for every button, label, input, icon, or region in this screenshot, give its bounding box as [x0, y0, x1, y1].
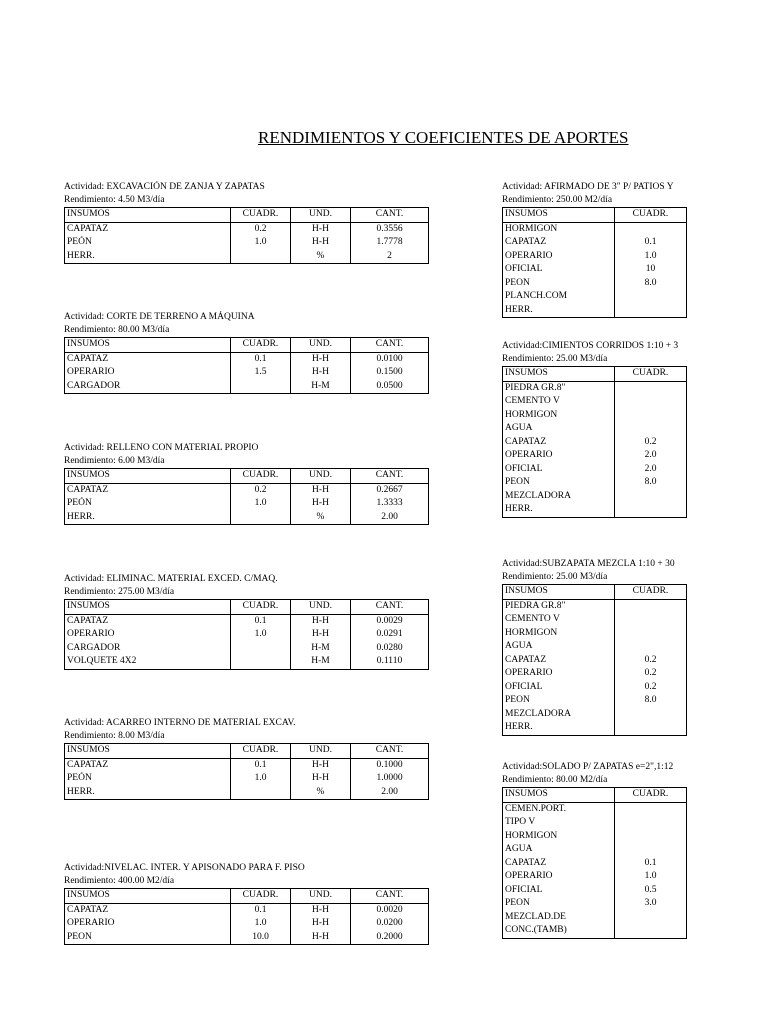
table-row: [503, 884, 687, 898]
table-row: [503, 463, 687, 477]
table-cell: 0.2: [615, 654, 687, 668]
table-cell: [615, 222, 687, 236]
table-cell: VOLQUETE 4X2: [65, 655, 231, 669]
insumos-table: [64, 599, 429, 670]
table-cell: PEÓN: [65, 236, 231, 250]
activity-title: Actividad: ELIMINAC. MATERIAL EXCED. C/MAQ.: [64, 574, 278, 584]
table-cell: OPERARIO: [503, 449, 615, 463]
insumos-table: [502, 366, 687, 518]
table-cell: 2.00: [351, 786, 429, 800]
table-cell: 0.0100: [351, 352, 429, 366]
table-cell: CARGADOR: [65, 642, 231, 656]
table-row: [503, 381, 687, 395]
table-cell: 0.1: [615, 236, 687, 250]
table-cell: 0.3556: [351, 222, 429, 236]
table-cell: H-H: [291, 628, 351, 642]
table-row: [503, 436, 687, 450]
table-cell: [615, 708, 687, 722]
table-cell: CAPATAZ: [65, 614, 231, 628]
table-row: [503, 708, 687, 722]
table-row: [503, 802, 687, 816]
table-row: [65, 628, 429, 642]
table-cell: [615, 422, 687, 436]
table-header-row: [65, 744, 429, 759]
table-row: [65, 655, 429, 669]
table-cell: 8.0: [615, 476, 687, 490]
table-cell: 0.2667: [351, 483, 429, 497]
table-cell: H-H: [291, 352, 351, 366]
activity-block: [64, 717, 429, 800]
table-cell: [231, 642, 291, 656]
table-cell: CAPATAZ: [503, 654, 615, 668]
activity-rendimiento: Rendimiento: 250.00 M2/día: [502, 195, 613, 205]
table-row: [65, 931, 429, 945]
activity-rendimiento: Rendimiento: 275.00 M3/día: [64, 587, 175, 597]
column-header: CANT.: [351, 208, 429, 223]
table-row: [65, 772, 429, 786]
table-cell: 0.1110: [351, 655, 429, 669]
activity-block: [64, 311, 429, 394]
table-cell: 1.0: [231, 628, 291, 642]
table-cell: HERR.: [65, 250, 231, 264]
table-row: [65, 250, 429, 264]
column-header: CANT.: [351, 889, 429, 904]
table-cell: [615, 381, 687, 395]
table-cell: 1.0: [231, 917, 291, 931]
column-header: UND.: [291, 600, 351, 615]
activity-rendimiento: Rendimiento: 25.00 M3/día: [502, 354, 608, 364]
table-cell: [615, 843, 687, 857]
table-cell: %: [291, 786, 351, 800]
insumos-table: [502, 584, 687, 736]
activity-rendimiento: Rendimiento: 8.00 M3/día: [64, 731, 165, 741]
table-cell: H-H: [291, 614, 351, 628]
insumos-table: [502, 787, 687, 939]
activity-block: [502, 558, 687, 736]
table-cell: 0.0020: [351, 903, 429, 917]
table-row: [65, 786, 429, 800]
table-cell: 2.00: [351, 511, 429, 525]
table-cell: H-H: [291, 917, 351, 931]
table-row: [65, 222, 429, 236]
table-cell: 0.0280: [351, 642, 429, 656]
table-cell: 8.0: [615, 277, 687, 291]
column-header: CANT.: [351, 338, 429, 353]
column-header: CUADR.: [231, 338, 291, 353]
column-header: UND.: [291, 208, 351, 223]
table-cell: PLANCH.COM: [503, 290, 615, 304]
table-cell: [615, 830, 687, 844]
table-cell: CEMENTO V: [503, 395, 615, 409]
table-cell: H-H: [291, 772, 351, 786]
table-cell: PEON: [503, 694, 615, 708]
table-cell: [231, 380, 291, 394]
insumos-table: [64, 743, 429, 800]
table-row: [65, 352, 429, 366]
table-cell: 0.1000: [351, 758, 429, 772]
table-cell: PEON: [503, 277, 615, 291]
table-cell: [615, 924, 687, 938]
column-header: INSUMOS: [65, 208, 231, 223]
column-header: CUADR.: [615, 367, 687, 382]
table-cell: AGUA: [503, 422, 615, 436]
table-cell: 2.0: [615, 449, 687, 463]
table-cell: OPERARIO: [503, 870, 615, 884]
column-header: CUADR.: [231, 208, 291, 223]
table-row: [503, 409, 687, 423]
table-row: [503, 263, 687, 277]
table-cell: HORMIGON: [503, 627, 615, 641]
column-header: CUADR.: [615, 208, 687, 223]
table-row: [503, 654, 687, 668]
table-cell: [231, 250, 291, 264]
activity-block: [64, 862, 429, 945]
column-header: CUADR.: [615, 788, 687, 803]
table-cell: 0.1: [615, 857, 687, 871]
table-cell: MEZCLAD.DE: [503, 911, 615, 925]
table-cell: 0.0291: [351, 628, 429, 642]
table-cell: HERR.: [503, 304, 615, 318]
table-cell: [615, 599, 687, 613]
table-cell: 1.3333: [351, 497, 429, 511]
table-header-row: [65, 889, 429, 904]
table-cell: [615, 409, 687, 423]
column-header: CUADR.: [231, 600, 291, 615]
activity-title: Actividad: RELLENO CON MATERIAL PROPIO: [64, 443, 259, 453]
column-header: CUADR.: [615, 585, 687, 600]
table-row: [65, 614, 429, 628]
table-row: [503, 490, 687, 504]
table-cell: OPERARIO: [65, 917, 231, 931]
table-cell: OPERARIO: [65, 628, 231, 642]
table-cell: H-H: [291, 366, 351, 380]
table-cell: [615, 627, 687, 641]
table-cell: OPERARIO: [65, 366, 231, 380]
table-row: [503, 694, 687, 708]
table-row: [503, 640, 687, 654]
table-cell: PEON: [503, 476, 615, 490]
table-cell: H-H: [291, 497, 351, 511]
table-cell: 0.2: [615, 436, 687, 450]
table-cell: PEON: [503, 897, 615, 911]
table-row: [503, 843, 687, 857]
table-cell: 0.5: [615, 884, 687, 898]
table-row: [65, 511, 429, 525]
table-cell: [615, 304, 687, 318]
table-cell: HORMIGON: [503, 830, 615, 844]
table-row: [503, 422, 687, 436]
table-cell: PIEDRA GR.8": [503, 599, 615, 613]
column-header: UND.: [291, 469, 351, 484]
table-header-row: [65, 600, 429, 615]
column-header: UND.: [291, 744, 351, 759]
table-cell: CARGADOR: [65, 380, 231, 394]
table-row: [65, 366, 429, 380]
table-row: [503, 395, 687, 409]
table-cell: 0.0200: [351, 917, 429, 931]
activity-block: [502, 340, 687, 518]
column-header: CUADR.: [231, 744, 291, 759]
table-row: [65, 380, 429, 394]
table-cell: 0.1500: [351, 366, 429, 380]
table-cell: MEZCLADORA: [503, 490, 615, 504]
table-cell: 1.0000: [351, 772, 429, 786]
table-cell: 3.0: [615, 897, 687, 911]
activity-rendimiento: Rendimiento: 80.00 M2/día: [502, 775, 608, 785]
table-row: [503, 250, 687, 264]
table-cell: [615, 613, 687, 627]
table-cell: AGUA: [503, 843, 615, 857]
table-row: [503, 503, 687, 517]
table-cell: 0.1: [231, 758, 291, 772]
table-row: [503, 897, 687, 911]
activity-rendimiento: Rendimiento: 4.50 M3/día: [64, 195, 165, 205]
activity-title: Actividad: AFIRMADO DE 3" P/ PATIOS Y: [502, 182, 674, 192]
table-row: [503, 290, 687, 304]
table-cell: H-M: [291, 655, 351, 669]
insumos-table: [64, 337, 429, 394]
activity-title: Actividad: ACARREO INTERNO DE MATERIAL EXCAV.: [64, 718, 296, 728]
table-cell: CAPATAZ: [65, 903, 231, 917]
table-row: [503, 924, 687, 938]
insumos-table: [64, 207, 429, 264]
column-header: INSUMOS: [65, 889, 231, 904]
table-row: [503, 236, 687, 250]
table-header-row: [65, 338, 429, 353]
column-header: CANT.: [351, 469, 429, 484]
table-row: [503, 681, 687, 695]
table-cell: PIEDRA GR.8": [503, 381, 615, 395]
table-cell: HERR.: [503, 503, 615, 517]
table-cell: [615, 911, 687, 925]
table-cell: HERR.: [65, 511, 231, 525]
table-cell: TIPO V: [503, 816, 615, 830]
activity-block: [502, 761, 687, 939]
table-row: [65, 483, 429, 497]
table-cell: OFICIAL: [503, 884, 615, 898]
table-cell: CAPATAZ: [65, 352, 231, 366]
table-cell: H-H: [291, 758, 351, 772]
table-header-row: [503, 788, 687, 803]
table-cell: PEÓN: [65, 772, 231, 786]
activity-rendimiento: Rendimiento: 80.00 M3/día: [64, 325, 170, 335]
column-header: INSUMOS: [65, 744, 231, 759]
activity-title: Actividad: CORTE DE TERRENO A MÁQUINA: [64, 312, 255, 322]
table-cell: CAPATAZ: [503, 857, 615, 871]
column-header: INSUMOS: [65, 338, 231, 353]
table-cell: 0.2: [231, 483, 291, 497]
column-header: INSUMOS: [65, 469, 231, 484]
insumos-table: [64, 888, 429, 945]
table-cell: 10: [615, 263, 687, 277]
table-cell: H-H: [291, 483, 351, 497]
table-cell: CEMEN.PORT.: [503, 802, 615, 816]
table-cell: CAPATAZ: [503, 436, 615, 450]
table-row: [503, 613, 687, 627]
table-cell: CAPATAZ: [503, 236, 615, 250]
table-cell: PEON: [65, 931, 231, 945]
table-row: [65, 917, 429, 931]
table-cell: [615, 395, 687, 409]
table-cell: H-H: [291, 222, 351, 236]
table-cell: OFICIAL: [503, 263, 615, 277]
table-cell: OPERARIO: [503, 667, 615, 681]
activity-rendimiento: Rendimiento: 400.00 M2/día: [64, 876, 175, 886]
table-row: [503, 277, 687, 291]
table-header-row: [503, 208, 687, 223]
table-cell: 2.0: [615, 463, 687, 477]
table-cell: [231, 655, 291, 669]
table-cell: H-H: [291, 931, 351, 945]
table-header-row: [65, 208, 429, 223]
table-cell: H-M: [291, 642, 351, 656]
activity-rendimiento: Rendimiento: 25.00 M3/día: [502, 572, 608, 582]
activity-block: [64, 573, 429, 670]
table-row: [503, 222, 687, 236]
table-cell: OFICIAL: [503, 463, 615, 477]
table-cell: [615, 503, 687, 517]
column-header: INSUMOS: [503, 208, 615, 223]
activity-block: [502, 181, 687, 318]
table-row: [65, 497, 429, 511]
table-cell: 0.2: [615, 681, 687, 695]
table-cell: 10.0: [231, 931, 291, 945]
activity-block: [64, 442, 429, 525]
table-row: [503, 721, 687, 735]
insumos-table: [64, 468, 429, 525]
table-cell: [615, 816, 687, 830]
table-cell: CAPATAZ: [65, 222, 231, 236]
table-cell: CAPATAZ: [65, 483, 231, 497]
table-row: [65, 236, 429, 250]
table-row: [65, 758, 429, 772]
table-cell: CONC.(TAMB): [503, 924, 615, 938]
table-header-row: [503, 367, 687, 382]
insumos-table: [502, 207, 687, 318]
table-cell: 1.0: [231, 236, 291, 250]
table-cell: 2: [351, 250, 429, 264]
table-cell: OPERARIO: [503, 250, 615, 264]
table-row: [503, 599, 687, 613]
column-header: UND.: [291, 338, 351, 353]
table-row: [503, 816, 687, 830]
activity-title: Actividad:SUBZAPATA MEZCLA 1:10 + 30: [502, 559, 675, 569]
table-row: [503, 830, 687, 844]
table-cell: HERR.: [65, 786, 231, 800]
table-header-row: [503, 585, 687, 600]
table-row: [503, 857, 687, 871]
table-cell: H-M: [291, 380, 351, 394]
table-cell: 0.2: [231, 222, 291, 236]
table-cell: 1.5: [231, 366, 291, 380]
activity-title: Actividad:NIVELAC. INTER. Y APISONADO PARA F. PISO: [64, 863, 305, 873]
table-cell: 0.2: [615, 667, 687, 681]
table-row: [65, 642, 429, 656]
table-cell: H-H: [291, 903, 351, 917]
table-cell: MEZCLADORA: [503, 708, 615, 722]
table-cell: AGUA: [503, 640, 615, 654]
activity-title: Actividad:SOLADO P/ ZAPATAS e=2",1:12: [502, 762, 674, 772]
column-header: INSUMOS: [503, 367, 615, 382]
table-cell: 0.1: [231, 903, 291, 917]
table-cell: 0.1: [231, 352, 291, 366]
table-cell: %: [291, 511, 351, 525]
column-header: INSUMOS: [503, 585, 615, 600]
table-row: [503, 304, 687, 318]
table-cell: CEMENTO V: [503, 613, 615, 627]
table-cell: %: [291, 250, 351, 264]
table-cell: 0.1: [231, 614, 291, 628]
table-row: [503, 911, 687, 925]
table-cell: [615, 721, 687, 735]
table-row: [503, 627, 687, 641]
column-header: INSUMOS: [503, 788, 615, 803]
table-cell: [615, 802, 687, 816]
table-cell: 0.0500: [351, 380, 429, 394]
table-cell: 1.0: [615, 870, 687, 884]
table-cell: 1.0: [615, 250, 687, 264]
table-cell: 1.0: [231, 497, 291, 511]
activity-rendimiento: Rendimiento: 6.00 M3/día: [64, 456, 165, 466]
table-cell: H-H: [291, 236, 351, 250]
table-row: [503, 870, 687, 884]
table-cell: HORMIGON: [503, 222, 615, 236]
table-cell: OFICIAL: [503, 681, 615, 695]
table-cell: [615, 290, 687, 304]
table-header-row: [65, 469, 429, 484]
table-row: [65, 903, 429, 917]
activity-title: Actividad:CIMIENTOS CORRIDOS 1:10 + 3: [502, 341, 679, 351]
table-row: [503, 667, 687, 681]
column-header: CANT.: [351, 744, 429, 759]
column-header: CUADR.: [231, 469, 291, 484]
table-cell: [615, 490, 687, 504]
table-cell: PEÓN: [65, 497, 231, 511]
table-cell: 1.0: [231, 772, 291, 786]
table-cell: HERR.: [503, 721, 615, 735]
table-cell: 0.2000: [351, 931, 429, 945]
table-cell: 8.0: [615, 694, 687, 708]
activity-title: Actividad: EXCAVACIÓN DE ZANJA Y ZAPATAS: [64, 182, 265, 192]
table-cell: 1.7778: [351, 236, 429, 250]
column-header: CANT.: [351, 600, 429, 615]
table-cell: CAPATAZ: [65, 758, 231, 772]
table-cell: [231, 786, 291, 800]
activity-block: [64, 181, 429, 264]
column-header: UND.: [291, 889, 351, 904]
page-title: RENDIMIENTOS Y COEFICIENTES DE APORTES: [258, 128, 629, 147]
table-cell: [231, 511, 291, 525]
table-cell: 0.0029: [351, 614, 429, 628]
table-cell: [615, 640, 687, 654]
column-header: CUADR.: [231, 889, 291, 904]
table-cell: HORMIGON: [503, 409, 615, 423]
column-header: INSUMOS: [65, 600, 231, 615]
table-row: [503, 449, 687, 463]
table-row: [503, 476, 687, 490]
